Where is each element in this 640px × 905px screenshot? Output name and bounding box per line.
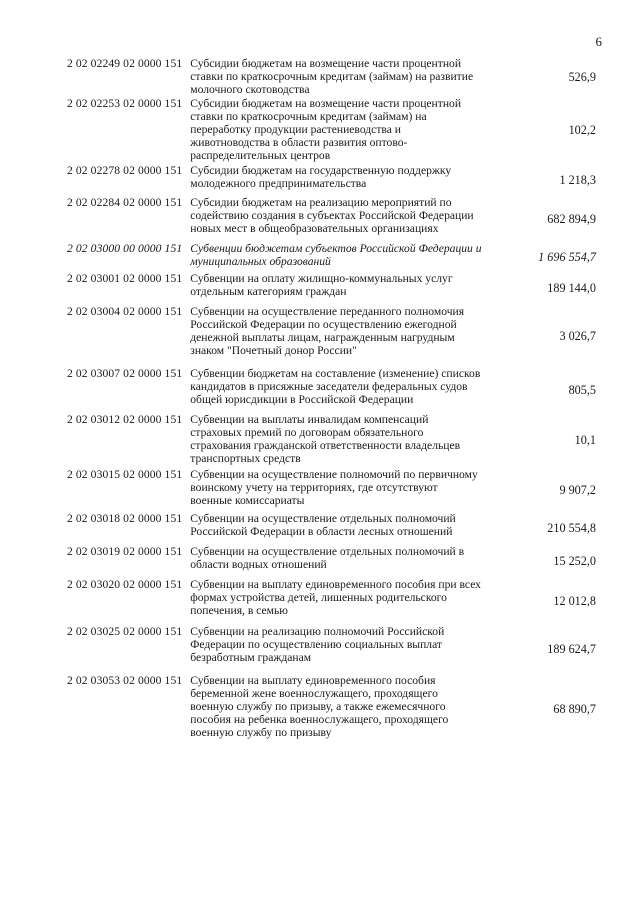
- amount-cell: 1 696 554,7: [538, 249, 596, 264]
- budget-code-cell: 2 02 03000 00 0000 151: [67, 242, 183, 255]
- amount-cell: 210 554,8: [547, 521, 596, 535]
- budget-code-cell: 2 02 03001 02 0000 151: [67, 272, 183, 285]
- table-row: [0, 272, 640, 305]
- budget-code-cell: 2 02 02249 02 0000 151: [67, 57, 183, 70]
- budget-code-cell: 2 02 03012 02 0000 151: [67, 413, 183, 426]
- description-cell: Субвенции на осуществление отдельных полномочий Российской Федерации в области лесных отношений: [190, 512, 456, 538]
- table-row: [0, 512, 640, 545]
- description-cell: Субсидии бюджетам на возмещение части процентной ставки по краткосрочным кредитам (займам) на переработку продукции растениеводства и животноводства в области развития оптово-распределительных центров: [190, 97, 462, 162]
- description-cell: Субвенции на осуществление отдельных полномочий в области водных отношений: [190, 545, 465, 571]
- amount-cell: 9 907,2: [559, 482, 596, 497]
- table-row: [0, 367, 640, 413]
- amount-cell: 1 218,3: [559, 172, 596, 187]
- amount-cell: 10,1: [574, 433, 596, 447]
- description-cell: Субвенции бюджетам на составление (изменение) списков кандидатов в присяжные заседатели федеральных судов общей юрисдикции в Российской Федерации: [190, 367, 481, 406]
- amount-cell: 526,9: [568, 69, 596, 84]
- budget-code-cell: 2 02 02284 02 0000 151: [67, 196, 183, 209]
- description-cell: Субвенции на оплату жилищно-коммунальных услуг отдельным категориям граждан: [190, 272, 453, 298]
- table-row: [0, 97, 640, 164]
- description-cell: Субвенции на выплату единовременного пособия при всех формах устройства детей, лишенных родительского попечения, в семью: [190, 578, 481, 617]
- table-row: [0, 196, 640, 242]
- table-row: [0, 164, 640, 196]
- budget-code-cell: 2 02 03025 02 0000 151: [67, 625, 183, 638]
- budget-codes-table: [0, 57, 640, 744]
- budget-code-cell: 2 02 03018 02 0000 151: [67, 512, 183, 525]
- budget-code-cell: 2 02 03015 02 0000 151: [67, 468, 183, 481]
- table-row: [0, 242, 640, 272]
- amount-cell: 189 144,0: [547, 281, 596, 295]
- budget-code-cell: 2 02 03004 02 0000 151: [67, 305, 183, 318]
- table-row: [0, 625, 640, 674]
- amount-cell: 102,2: [568, 123, 596, 137]
- amount-cell: 12 012,8: [553, 594, 596, 608]
- amount-cell: 805,5: [568, 382, 596, 397]
- budget-code-cell: 2 02 03019 02 0000 151: [67, 545, 183, 558]
- description-cell: Субвенции на выплаты инвалидам компенсаций страховых премий по договорам обязательного страхования гражданской ответственности владельцев транспортных средств: [190, 413, 461, 465]
- budget-code-cell: 2 02 03007 02 0000 151: [67, 367, 183, 380]
- table-row: [0, 57, 640, 97]
- description-cell: Субсидии бюджетам на государственную поддержку молодежного предпринимательства: [190, 164, 452, 190]
- description-cell: Субсидии бюджетам на реализацию мероприятий по содействию создания в субъектах Российской Федерации новых мест в общеобразовательных организациях: [190, 196, 474, 235]
- description-cell: Субвенции на выплату единовременного пособия беременной жене военнослужащего, проходящего военную службу по призыву, а также ежемесячного пособия на ребенка военнослужащего, проходящего военную службу по призыву: [190, 674, 449, 739]
- budget-code-cell: 2 02 02253 02 0000 151: [67, 97, 183, 110]
- table-row: [0, 413, 640, 468]
- table-row: [0, 578, 640, 625]
- amount-cell: 15 252,0: [553, 554, 596, 568]
- amount-cell: 189 624,7: [547, 642, 596, 656]
- amount-cell: 3 026,7: [559, 328, 596, 343]
- description-cell: Субвенции бюджетам субъектов Российской Федерации и муниципальных образований: [190, 242, 482, 268]
- amount-cell: 682 894,9: [547, 211, 596, 226]
- description-cell: Субвенции на осуществление переданного полномочия Российской Федерации по осуществлению ежегодной денежной выплаты лицам, награжденным нагрудным знаком "Почетный донор России": [190, 305, 465, 357]
- description-cell: Субвенции на реализацию полномочий Российской Федерации по осуществлению социальных выплат безработным гражданам: [190, 625, 445, 664]
- table-row: [0, 545, 640, 578]
- budget-code-cell: 2 02 03053 02 0000 151: [67, 674, 183, 687]
- page-number: 6: [595, 34, 602, 49]
- table-row: [0, 305, 640, 367]
- budget-code-cell: 2 02 03020 02 0000 151: [67, 578, 183, 591]
- table-row: [0, 674, 640, 744]
- amount-cell: 68 890,7: [553, 701, 596, 716]
- description-cell: Субвенции на осуществление полномочий по первичному воинскому учету на территориях, где отсутствуют военные комиссариаты: [190, 468, 478, 507]
- budget-code-cell: 2 02 02278 02 0000 151: [67, 164, 183, 177]
- table-row: [0, 468, 640, 512]
- description-cell: Субсидии бюджетам на возмещение части процентной ставки по краткосрочным кредитам (займам) на развитие молочного скотоводства: [190, 57, 474, 96]
